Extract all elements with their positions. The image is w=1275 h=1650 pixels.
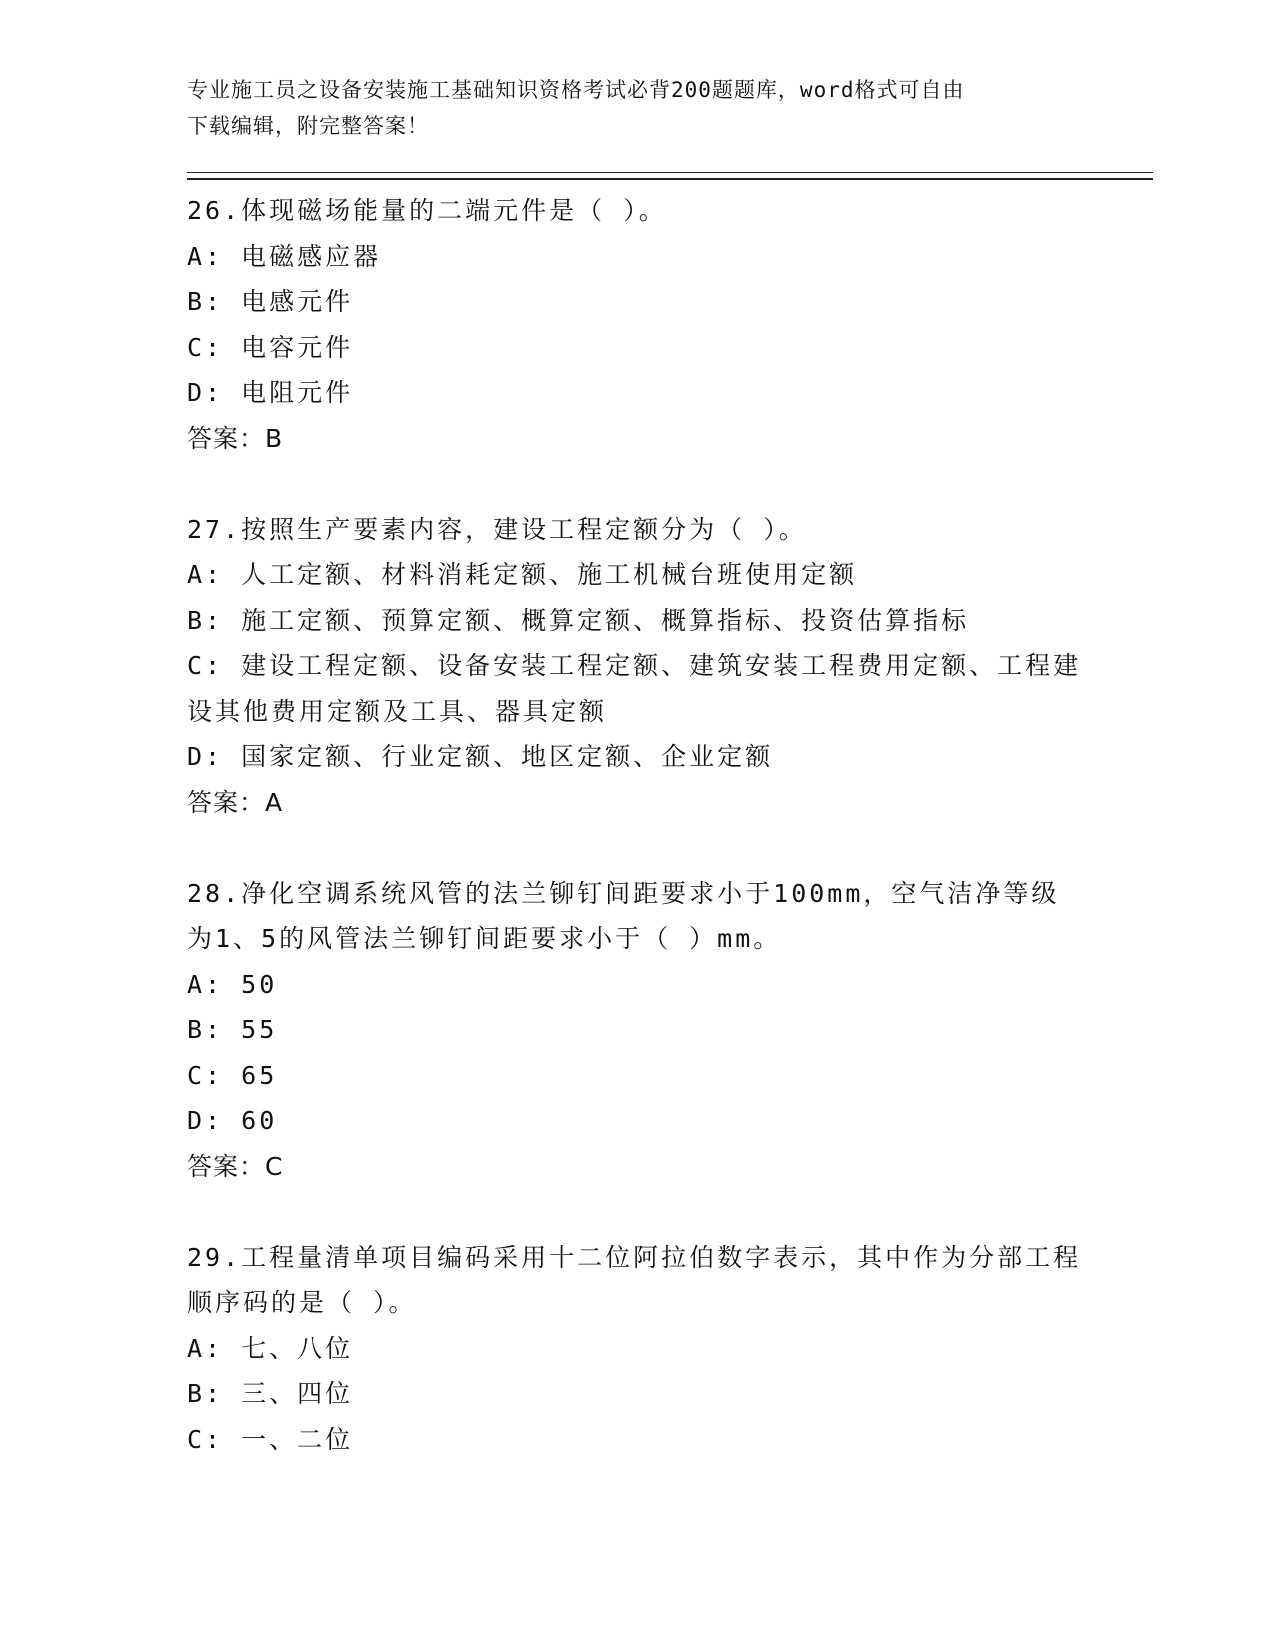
header-divider-thick <box>187 178 1153 180</box>
question-27 <box>187 507 1087 826</box>
option-b: B: 55 <box>187 1015 278 1044</box>
option-a: A: 50 <box>187 969 278 999</box>
option-c: C: 电容元件 <box>187 332 354 362</box>
header-divider-thin <box>187 172 1153 173</box>
option-b: B: 电感元件 <box>187 287 354 316</box>
option-b: B: 三、四位 <box>187 1379 354 1408</box>
answer-line: 答案：C <box>187 1151 284 1181</box>
answer-line: 答案：B <box>187 423 284 453</box>
question-29 <box>187 1235 1087 1463</box>
option-c: C: 一、二位 <box>187 1424 354 1454</box>
option-d: D: 国家定额、行业定额、地区定额、企业定额 <box>187 742 774 771</box>
option-a: A: 人工定额、材料消耗定额、施工机械台班使用定额 <box>187 560 858 589</box>
header-line-1: 专业施工员之设备安装施工基础知识资格考试必背200题题库，word格式可自由 <box>187 78 965 102</box>
option-a: A: 七、八位 <box>187 1333 354 1363</box>
question-26 <box>187 188 1087 461</box>
option-d: D: 60 <box>187 1106 278 1135</box>
header-line-2: 下载编辑，附完整答案！ <box>187 114 429 138</box>
option-c: C: 65 <box>187 1060 278 1090</box>
question-28 <box>187 871 1087 1190</box>
question-text: 27.按照生产要素内容，建设工程定额分为（ ）。 <box>187 514 807 544</box>
answer-line: 答案：A <box>187 787 284 817</box>
question-text: 26.体现磁场能量的二端元件是（ ）。 <box>187 196 667 225</box>
document-header <box>187 72 1087 144</box>
question-list <box>187 188 1087 1508</box>
question-text: 29.工程量清单项目编码采用十二位阿拉伯数字表示，其中作为分部工程顺序码的是（ ）。 <box>187 1242 1082 1317</box>
option-b: B: 施工定额、预算定额、概算定额、概算指标、投资估算指标 <box>187 605 970 635</box>
option-c: C: 建设工程定额、设备安装工程定额、建筑安装工程费用定额、工程建设其他费用定额及工具、器具定额 <box>187 651 1082 726</box>
option-d: D: 电阻元件 <box>187 378 354 407</box>
question-text: 28.净化空调系统风管的法兰铆钉间距要求小于100mm，空气洁净等级为1、5的风管法兰铆钉间距要求小于（ ）mm。 <box>187 878 1060 953</box>
option-a: A: 电磁感应器 <box>187 241 382 271</box>
